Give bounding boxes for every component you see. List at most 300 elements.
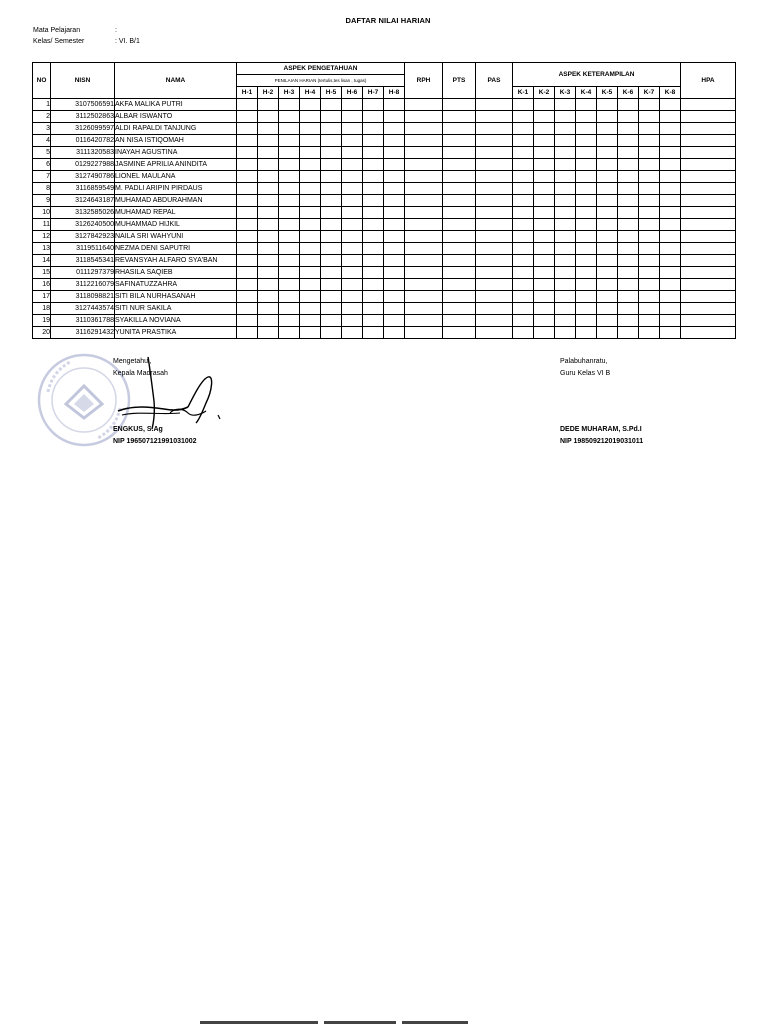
header-pas: PAS	[476, 63, 513, 99]
row-nama: ALBAR ISWANTO	[115, 111, 237, 123]
grade-cell-h	[258, 135, 279, 147]
row-nisn: 3119511640	[51, 243, 115, 255]
grade-cell-k	[576, 315, 597, 327]
grade-cell-k	[576, 231, 597, 243]
grade-cell-k	[639, 279, 660, 291]
row-nama: MUHAMMAD HIJKIL	[115, 219, 237, 231]
grade-cell-h	[279, 303, 300, 315]
grade-cell-k	[597, 219, 618, 231]
grade-cell-h	[258, 159, 279, 171]
grade-cell-k	[618, 147, 639, 159]
grade-cell-h	[300, 315, 321, 327]
grade-cell-h	[321, 123, 342, 135]
grade-cell-hpa	[681, 315, 736, 327]
grade-cell-h	[279, 315, 300, 327]
grade-cell-pts	[443, 303, 476, 315]
grade-cell-rph	[405, 231, 443, 243]
grade-cell-k	[576, 267, 597, 279]
grade-cell-k	[660, 291, 681, 303]
grade-cell-k	[576, 171, 597, 183]
grade-cell-k	[660, 195, 681, 207]
row-nama: SAFINATUZZAHRA	[115, 279, 237, 291]
table-row	[33, 303, 736, 315]
grade-cell-h	[363, 291, 384, 303]
grade-cell-h	[384, 159, 405, 171]
grade-cell-k	[576, 303, 597, 315]
grade-cell-hpa	[681, 195, 736, 207]
grade-cell-h	[321, 231, 342, 243]
grade-cell-h	[384, 135, 405, 147]
grade-cell-hpa	[681, 123, 736, 135]
grade-cell-h	[258, 303, 279, 315]
grade-cell-k	[513, 327, 534, 339]
grade-cell-h	[384, 243, 405, 255]
grade-cell-pas	[476, 99, 513, 111]
grade-cell-h	[342, 195, 363, 207]
grade-cell-h	[342, 171, 363, 183]
grade-cell-k	[576, 291, 597, 303]
grade-cell-pas	[476, 315, 513, 327]
grade-cell-k	[534, 279, 555, 291]
grade-cell-pas	[476, 171, 513, 183]
grade-cell-h	[279, 135, 300, 147]
grade-cell-h	[237, 255, 258, 267]
grade-cell-h	[384, 195, 405, 207]
grade-cell-h	[342, 291, 363, 303]
grade-cell-k	[576, 195, 597, 207]
header-k-col: K-5	[597, 87, 618, 99]
grade-cell-k	[660, 159, 681, 171]
grade-cell-k	[534, 111, 555, 123]
grade-cell-h	[363, 135, 384, 147]
signature-block-left	[113, 356, 197, 448]
grade-cell-h	[342, 207, 363, 219]
grade-cell-k	[534, 195, 555, 207]
row-no: 12	[33, 231, 51, 243]
row-no: 2	[33, 111, 51, 123]
grade-cell-h	[300, 183, 321, 195]
grade-cell-rph	[405, 327, 443, 339]
grade-cell-hpa	[681, 291, 736, 303]
grade-cell-k	[534, 315, 555, 327]
grade-cell-k	[597, 171, 618, 183]
grade-cell-h	[237, 123, 258, 135]
grade-cell-pts	[443, 291, 476, 303]
row-nisn: 0116420782	[51, 135, 115, 147]
grade-cell-h	[384, 303, 405, 315]
document-title: DAFTAR NILAI HARIAN	[345, 16, 431, 25]
row-nisn: 3111320583	[51, 147, 115, 159]
row-nama: AKFA MALIKA PUTRI	[115, 99, 237, 111]
grade-cell-k	[555, 291, 576, 303]
grade-cell-k	[639, 231, 660, 243]
grade-cell-h	[300, 279, 321, 291]
grade-cell-k	[639, 267, 660, 279]
grade-cell-h	[363, 303, 384, 315]
grade-cell-k	[660, 147, 681, 159]
grade-cell-h	[237, 183, 258, 195]
grade-cell-k	[660, 255, 681, 267]
grade-cell-h	[363, 207, 384, 219]
grade-cell-h	[342, 315, 363, 327]
row-nisn: 3116291432	[51, 327, 115, 339]
grade-cell-h	[300, 255, 321, 267]
row-nisn: 3118545341	[51, 255, 115, 267]
grade-cell-k	[618, 231, 639, 243]
header-k-col: K-1	[513, 87, 534, 99]
grade-cell-h	[321, 267, 342, 279]
grade-cell-k	[513, 255, 534, 267]
grade-cell-h	[237, 303, 258, 315]
grade-cell-h	[321, 327, 342, 339]
grade-cell-rph	[405, 291, 443, 303]
grade-cell-h	[384, 183, 405, 195]
grade-cell-h	[300, 327, 321, 339]
grade-cell-h	[300, 267, 321, 279]
grade-cell-h	[321, 111, 342, 123]
header-hpa: HPA	[681, 63, 736, 99]
row-nisn: 3110361788	[51, 315, 115, 327]
row-no: 3	[33, 123, 51, 135]
grade-cell-k	[618, 123, 639, 135]
grade-cell-k	[597, 279, 618, 291]
row-no: 7	[33, 171, 51, 183]
grade-cell-h	[363, 99, 384, 111]
header-k-col: K-4	[576, 87, 597, 99]
grade-cell-k	[639, 255, 660, 267]
grade-cell-k	[555, 123, 576, 135]
grade-cell-k	[555, 315, 576, 327]
grade-cell-h	[363, 327, 384, 339]
table-row	[33, 267, 736, 279]
header-k-col: K-7	[639, 87, 660, 99]
grade-cell-k	[660, 231, 681, 243]
grade-cell-k	[555, 219, 576, 231]
grade-cell-k	[513, 171, 534, 183]
grade-cell-h	[363, 267, 384, 279]
grade-cell-h	[384, 315, 405, 327]
grade-cell-k	[513, 231, 534, 243]
grade-cell-h	[279, 219, 300, 231]
grade-cell-k	[618, 279, 639, 291]
grade-cell-k	[576, 135, 597, 147]
grade-cell-k	[513, 279, 534, 291]
grade-cell-h	[258, 147, 279, 159]
grade-cell-h	[342, 327, 363, 339]
principal-name: ENGKUS, S.Ag	[113, 426, 163, 433]
grade-cell-h	[342, 159, 363, 171]
table-row	[33, 123, 736, 135]
grade-cell-h	[279, 123, 300, 135]
row-nama: NEZMA DENI SAPUTRI	[115, 243, 237, 255]
row-nisn: 3127443574	[51, 303, 115, 315]
mapel-label: Mata Pelajaran	[33, 27, 81, 34]
row-no: 13	[33, 243, 51, 255]
grade-cell-rph	[405, 303, 443, 315]
header-penilaian-harian: PENILAIAN HARIAN (tertulis,tes lisan , tugas)	[237, 75, 405, 87]
grade-cell-rph	[405, 195, 443, 207]
grade-cell-h	[384, 111, 405, 123]
grade-cell-k	[639, 291, 660, 303]
grade-cell-h	[342, 267, 363, 279]
grade-cell-pas	[476, 207, 513, 219]
grade-cell-k	[660, 243, 681, 255]
grade-cell-k	[597, 159, 618, 171]
grade-cell-k	[555, 231, 576, 243]
grade-cell-k	[618, 255, 639, 267]
header-k-col: K-8	[660, 87, 681, 99]
header-aspek-keterampilan: ASPEK KETERAMPILAN	[513, 63, 681, 87]
grade-cell-h	[384, 255, 405, 267]
grade-cell-pas	[476, 195, 513, 207]
grade-cell-h	[279, 111, 300, 123]
grade-cell-h	[342, 99, 363, 111]
grade-cell-h	[363, 315, 384, 327]
grade-cell-hpa	[681, 183, 736, 195]
grade-cell-k	[513, 111, 534, 123]
grade-cell-h	[258, 183, 279, 195]
grade-cell-h	[300, 195, 321, 207]
grade-cell-k	[660, 183, 681, 195]
header-h-col: H-2	[258, 87, 279, 99]
grade-cell-pas	[476, 231, 513, 243]
grade-cell-h	[321, 303, 342, 315]
table-row	[33, 315, 736, 327]
grade-cell-k	[576, 159, 597, 171]
grade-cell-h	[363, 195, 384, 207]
grade-cell-k	[618, 327, 639, 339]
row-no: 4	[33, 135, 51, 147]
grade-cell-k	[534, 291, 555, 303]
grade-cell-pts	[443, 195, 476, 207]
grade-cell-h	[342, 279, 363, 291]
grade-cell-k	[576, 219, 597, 231]
grade-cell-k	[618, 315, 639, 327]
grade-cell-h	[237, 195, 258, 207]
grade-cell-h	[258, 243, 279, 255]
grade-cell-k	[576, 255, 597, 267]
grade-cell-k	[576, 183, 597, 195]
grade-cell-h	[237, 147, 258, 159]
grade-cell-k	[534, 231, 555, 243]
grade-cell-k	[555, 195, 576, 207]
header-k-col: K-2	[534, 87, 555, 99]
grade-cell-k	[660, 327, 681, 339]
grade-cell-k	[555, 243, 576, 255]
row-no: 9	[33, 195, 51, 207]
grade-cell-h	[321, 195, 342, 207]
grade-cell-pts	[443, 111, 476, 123]
grade-cell-h	[342, 135, 363, 147]
grade-cell-h	[237, 207, 258, 219]
grade-cell-k	[576, 99, 597, 111]
header-rph: RPH	[405, 63, 443, 99]
grade-cell-h	[237, 159, 258, 171]
grade-cell-hpa	[681, 135, 736, 147]
header-pts: PTS	[443, 63, 476, 99]
grade-cell-k	[618, 159, 639, 171]
grade-cell-h	[321, 135, 342, 147]
grade-cell-rph	[405, 183, 443, 195]
table-row	[33, 147, 736, 159]
grade-cell-k	[618, 267, 639, 279]
grade-cell-k	[555, 111, 576, 123]
row-no: 1	[33, 99, 51, 111]
grade-cell-k	[639, 99, 660, 111]
grade-cell-k	[513, 291, 534, 303]
principal-nip: NIP 196507121991031002	[113, 438, 197, 445]
grade-cell-k	[555, 183, 576, 195]
grade-cell-k	[639, 243, 660, 255]
grade-cell-k	[618, 183, 639, 195]
grade-cell-h	[300, 111, 321, 123]
grade-cell-h	[363, 279, 384, 291]
table-row	[33, 135, 736, 147]
grade-cell-h	[342, 231, 363, 243]
place-text: Palabuhanratu,	[560, 358, 608, 365]
grade-cell-h	[279, 183, 300, 195]
grade-cell-k	[597, 231, 618, 243]
grade-cell-k	[618, 243, 639, 255]
row-nama: NAILA SRI WAHYUNI	[115, 231, 237, 243]
grade-cell-k	[639, 135, 660, 147]
grade-cell-k	[597, 99, 618, 111]
grade-cell-h	[321, 315, 342, 327]
grade-cell-k	[555, 99, 576, 111]
grade-cell-k	[576, 123, 597, 135]
grade-cell-k	[639, 207, 660, 219]
grade-cell-h	[237, 267, 258, 279]
grade-cell-k	[618, 207, 639, 219]
grade-cell-h	[384, 279, 405, 291]
grade-cell-k	[639, 171, 660, 183]
grade-cell-k	[576, 243, 597, 255]
grade-cell-hpa	[681, 327, 736, 339]
grades-table	[32, 62, 736, 339]
grade-cell-pts	[443, 219, 476, 231]
grade-cell-h	[321, 183, 342, 195]
grade-cell-hpa	[681, 243, 736, 255]
grade-cell-h	[321, 99, 342, 111]
grade-cell-h	[321, 171, 342, 183]
grade-cell-rph	[405, 267, 443, 279]
row-nama: SITI NUR SAKILA	[115, 303, 237, 315]
grade-cell-k	[618, 111, 639, 123]
grade-cell-k	[660, 111, 681, 123]
grade-cell-k	[597, 243, 618, 255]
grade-cell-pts	[443, 207, 476, 219]
grade-cell-rph	[405, 255, 443, 267]
grade-cell-h	[258, 219, 279, 231]
grade-cell-h	[237, 171, 258, 183]
teacher-nip: NIP 198509212019031011	[560, 438, 644, 445]
grade-cell-k	[639, 123, 660, 135]
header-k-col: K-6	[618, 87, 639, 99]
grade-cell-h	[237, 291, 258, 303]
grade-cell-k	[618, 195, 639, 207]
grade-cell-pts	[443, 135, 476, 147]
grade-cell-pas	[476, 267, 513, 279]
header-h-col: H-8	[384, 87, 405, 99]
grade-cell-h	[363, 243, 384, 255]
grade-cell-k	[513, 243, 534, 255]
grade-cell-k	[534, 147, 555, 159]
grade-cell-h	[300, 135, 321, 147]
grade-cell-h	[342, 303, 363, 315]
grade-cell-k	[555, 303, 576, 315]
grade-cell-h	[258, 279, 279, 291]
row-nisn: 3132585026	[51, 207, 115, 219]
grade-cell-h	[300, 291, 321, 303]
grade-cell-h	[279, 231, 300, 243]
row-nisn: 3112216079	[51, 279, 115, 291]
grade-cell-h	[300, 147, 321, 159]
kepala-madrasah-text: Kepala Madrasah	[113, 370, 168, 377]
grade-cell-k	[597, 123, 618, 135]
table-row	[33, 159, 736, 171]
grade-cell-k	[597, 255, 618, 267]
grade-cell-rph	[405, 315, 443, 327]
table-row	[33, 255, 736, 267]
row-nama: YUNITA PRASTIKA	[115, 327, 237, 339]
row-nisn: 3116859549	[51, 183, 115, 195]
grade-cell-k	[660, 123, 681, 135]
grade-cell-rph	[405, 123, 443, 135]
grade-cell-h	[363, 159, 384, 171]
row-no: 6	[33, 159, 51, 171]
grade-cell-rph	[405, 147, 443, 159]
grade-cell-h	[237, 279, 258, 291]
grade-cell-h	[279, 327, 300, 339]
grade-cell-pts	[443, 171, 476, 183]
grade-cell-k	[660, 99, 681, 111]
row-no: 5	[33, 147, 51, 159]
grade-cell-k	[597, 327, 618, 339]
signature-block-right	[560, 356, 643, 448]
header-h-col: H-6	[342, 87, 363, 99]
grade-cell-k	[555, 279, 576, 291]
grade-cell-h	[342, 255, 363, 267]
grade-cell-pas	[476, 123, 513, 135]
grade-cell-h	[321, 147, 342, 159]
grade-cell-k	[639, 111, 660, 123]
row-no: 14	[33, 255, 51, 267]
row-no: 10	[33, 207, 51, 219]
grade-cell-h	[279, 279, 300, 291]
grade-cell-k	[639, 327, 660, 339]
grade-cell-rph	[405, 111, 443, 123]
grade-cell-h	[363, 183, 384, 195]
row-nama: MUHAMAD ABDURAHMAN	[115, 195, 237, 207]
table-row	[33, 171, 736, 183]
grade-cell-k	[534, 171, 555, 183]
grade-cell-h	[300, 207, 321, 219]
grade-cell-pas	[476, 303, 513, 315]
grade-cell-rph	[405, 279, 443, 291]
grade-cell-pas	[476, 183, 513, 195]
row-no: 17	[33, 291, 51, 303]
row-no: 18	[33, 303, 51, 315]
grade-cell-h	[321, 207, 342, 219]
grade-cell-k	[534, 135, 555, 147]
grade-cell-k	[513, 195, 534, 207]
grade-cell-h	[258, 171, 279, 183]
row-nama: ALDI RAPALDI TANJUNG	[115, 123, 237, 135]
grade-cell-h	[279, 243, 300, 255]
table-row	[33, 207, 736, 219]
table-row	[33, 111, 736, 123]
grade-cell-k	[576, 147, 597, 159]
